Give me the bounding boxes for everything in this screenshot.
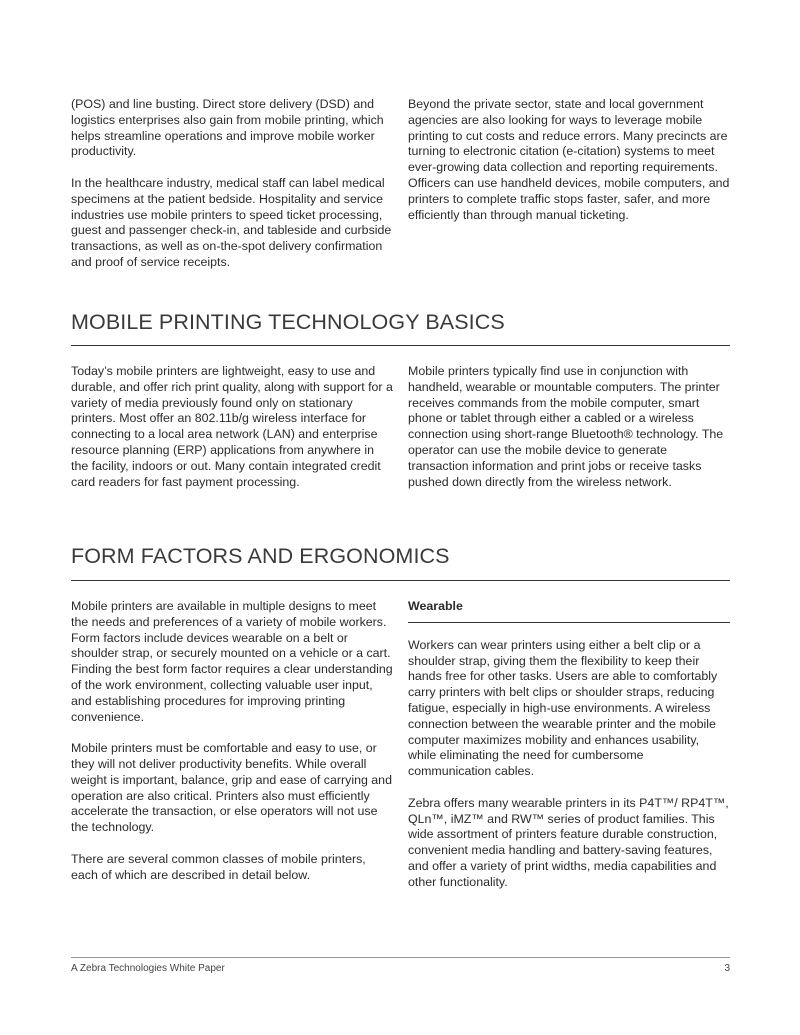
paragraph: In the healthcare industry, medical staff can label medical specimens at the patient bedside. Hospitality and service industries use mobile printers to speed ticket processing, guest and passenger check-in, and tableside and curbside transactions, as well as on-the-spot delivery confirmation and proof of service receipts. xyxy=(71,175,392,269)
section-divider xyxy=(71,345,730,346)
section-heading-form-factors: FORM FACTORS AND ERGONOMICS xyxy=(71,544,450,568)
section2-left-column xyxy=(71,599,393,883)
intro-left-column xyxy=(71,97,393,271)
section1-right-column xyxy=(408,364,730,490)
section2-right-column xyxy=(408,599,730,891)
paragraph: There are several common classes of mobile printers, each of which are described in detail below. xyxy=(71,851,366,882)
paragraph: Workers can wear printers using either a belt clip or a shoulder strap, giving them the flexibility to keep their hands free for other tasks. Users are able to comfortably carry printers with belt clips or shoulder straps, reducing fatigue, especially in high-use environments. A wireless connection between the wearable printer and the mobile computer maximizes mobility and enhances usability, while eliminating the need for cumbersome communication cables. xyxy=(408,637,718,779)
paragraph: Mobile printers are available in multiple designs to meet the needs and preferences of a variety of mobile workers. Form factors include devices wearable on a belt or shoulder strap, or securely mounted on a vehicle or a cart. Finding the best form factor requires a clear understanding of the work environment, collecting valuable user input, and establishing procedures for improving printing convenience. xyxy=(71,599,393,724)
subsection-header xyxy=(408,599,730,623)
paragraph: (POS) and line busting. Direct store delivery (DSD) and logistics enterprises also gain from mobile printing, which helps streamline operations and improve mobile worker productivity. xyxy=(71,97,384,159)
paragraph: Today’s mobile printers are lightweight, easy to use and durable, and offer rich print quality, along with support for a variety of media previously found only on stationary printers. Most offer an 802.11b/g wireless interface for connecting to a local area network (LAN) and enterprise resource planning (ERP) applications from anywhere in the facility, indoors or out. Many contain integrated credit card readers for fast payment processing. xyxy=(71,364,393,489)
paragraph: Mobile printers must be comfortable and easy to use, or they will not deliver productivity benefits. While overall weight is important, balance, grip and ease of carrying and operation are also critical. Printers also must efficiently accelerate the transaction, or else operators will not use the technology. xyxy=(71,741,392,835)
paragraph: Zebra offers many wearable printers in its P4T™/ RP4T™, QLn™, iMZ™ and RW™ series of product families. This wide assortment of printers feature durable construction, convenient media handling and battery-saving features, and offer a variety of print widths, media capabilities and other functionality. xyxy=(408,795,729,889)
section-divider xyxy=(71,580,730,581)
subsection-heading-wearable: Wearable xyxy=(408,599,463,613)
paragraph: Mobile printers typically find use in conjunction with handheld, wearable or mountable computers. The printer receives commands from the mobile computer, smart phone or tablet through either a cabled or a wireless connection using short-range Bluetooth® technology. The operator can use the mobile device to generate transaction information and print jobs or receive tasks pushed down directly from the wireless network. xyxy=(408,364,724,489)
footer-divider xyxy=(71,957,730,958)
section1-left-column xyxy=(71,364,393,490)
section-heading-technology-basics: MOBILE PRINTING TECHNOLOGY BASICS xyxy=(71,310,505,334)
page-number: 3 xyxy=(724,963,730,974)
intro-right-column xyxy=(408,97,730,223)
subsection-divider xyxy=(408,622,730,623)
paragraph: Beyond the private sector, state and local government agencies are also looking for ways to leverage mobile printing to cut costs and reduce errors. Many precincts are turning to electronic citation (e-citation) systems to meet ever-growing data collection and reporting requirements. Officers can use handheld devices, mobile computers, and printers to complete traffic stops faster, safer, and more efficiently than through manual ticketing. xyxy=(408,97,730,222)
footer-publication-label: A Zebra Technologies White Paper xyxy=(71,963,225,974)
